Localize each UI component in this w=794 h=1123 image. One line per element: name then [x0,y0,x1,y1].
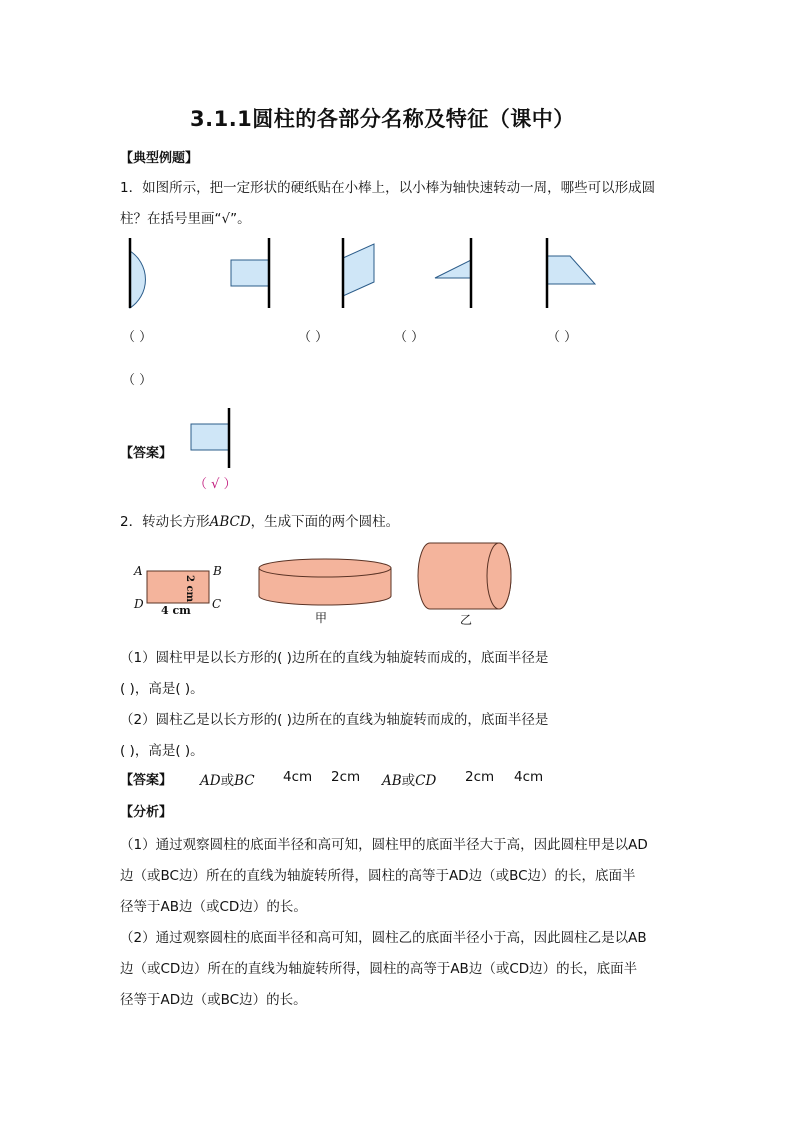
answer-or: 或 [220,773,235,789]
q2-answer-2: 4cm [283,769,313,785]
label-a: A [134,564,143,578]
q2-intro-prefix: 2．转动长方形 [120,514,210,530]
q1-figure-parallelogram [338,236,383,311]
q2-answer-label: 【答案】 [120,773,173,788]
analysis2-line1: （2）通过观察圆柱的底面半径和高可知，圆柱乙的底面半径小于高，因此圆柱乙是以AB [120,930,647,946]
q1-blank-2[interactable]: （ ） [298,330,329,345]
q2-intro-var: ABCD [209,514,251,530]
q1-answer-check: （ √ ） [194,477,237,492]
page-title: 3.1.1圆柱的各部分名称及特征（课中） [190,107,575,131]
section-example-heading: 【典型例题】 [120,151,199,166]
label-d: D [134,597,144,611]
answer-var: CD [415,773,437,789]
q1-blank-4[interactable]: （ ） [547,330,578,345]
answer-or: 或 [401,773,416,789]
analysis1-line3: 径等于AB边（或CD边）的长。 [120,899,307,915]
answer-var: AD [200,773,221,789]
cylinder-jia [257,558,393,610]
q2-intro [120,510,399,530]
q2-sub1-line1: （1）圆柱甲是以长方形的( )边所在的直线为轴旋转而成的，底面半径是 [120,650,549,666]
label-c: C [212,597,222,611]
rectangle-abcd [146,570,210,606]
analysis2-line3: 径等于AD边（或BC边）的长。 [120,992,307,1008]
q1-blank-3[interactable]: （ ） [394,330,425,345]
q1-answer-figure [188,406,238,470]
cylinder-yi [417,540,513,612]
q1-text-line1: 1．如图所示，把一定形状的硬纸贴在小棒上，以小棒为轴快速转动一周，哪些可以形成圆 [120,180,656,196]
answer-var: BC [234,773,255,789]
analysis-label: 【分析】 [120,805,173,820]
q1-figure-triangle [430,236,480,311]
width-label: 4 cm [161,604,191,617]
q2-answer-4 [382,769,436,789]
q2-sub2-line1: （2）圆柱乙是以长方形的( )边所在的直线为轴旋转而成的，底面半径是 [120,712,549,728]
height-label: 2 cm [184,575,195,603]
q1-figure-rectangle [228,236,278,311]
q1-figure-trapezoid [540,236,605,311]
q1-figure-semicircle [120,236,180,311]
q2-answer-3: 2cm [331,769,361,785]
q2-answer-1 [200,769,255,789]
q2-sub1-line2: ( )，高是( )。 [120,681,204,697]
label-b: B [213,564,222,578]
q2-answer-5: 2cm [465,769,495,785]
q1-text-line2: 柱？在括号里画“√”。 [120,211,251,227]
q1-blank-5[interactable]: （ ） [122,373,153,388]
cylinder-yi-label: 乙 [460,613,473,627]
q2-sub2-line2: ( )，高是( )。 [120,743,204,759]
q2-answer-6: 4cm [514,769,544,785]
q1-blank-1[interactable]: （ ） [122,330,153,345]
q1-answer-label: 【答案】 [120,446,173,461]
analysis1-line1: （1）通过观察圆柱的底面半径和高可知，圆柱甲的底面半径大于高，因此圆柱甲是以AD [120,837,648,853]
analysis2-line2: 边（或CD边）所在的直线为轴旋转所得，圆柱的高等于AB边（或CD边）的长，底面半 [120,961,638,977]
q2-intro-suffix: ，生成下面的两个圆柱。 [250,514,400,530]
analysis1-line2: 边（或BC边）所在的直线为轴旋转所得，圆柱的高等于AD边（或BC边）的长，底面半 [120,868,636,884]
cylinder-jia-label: 甲 [315,611,328,625]
answer-var: AB [382,773,402,789]
